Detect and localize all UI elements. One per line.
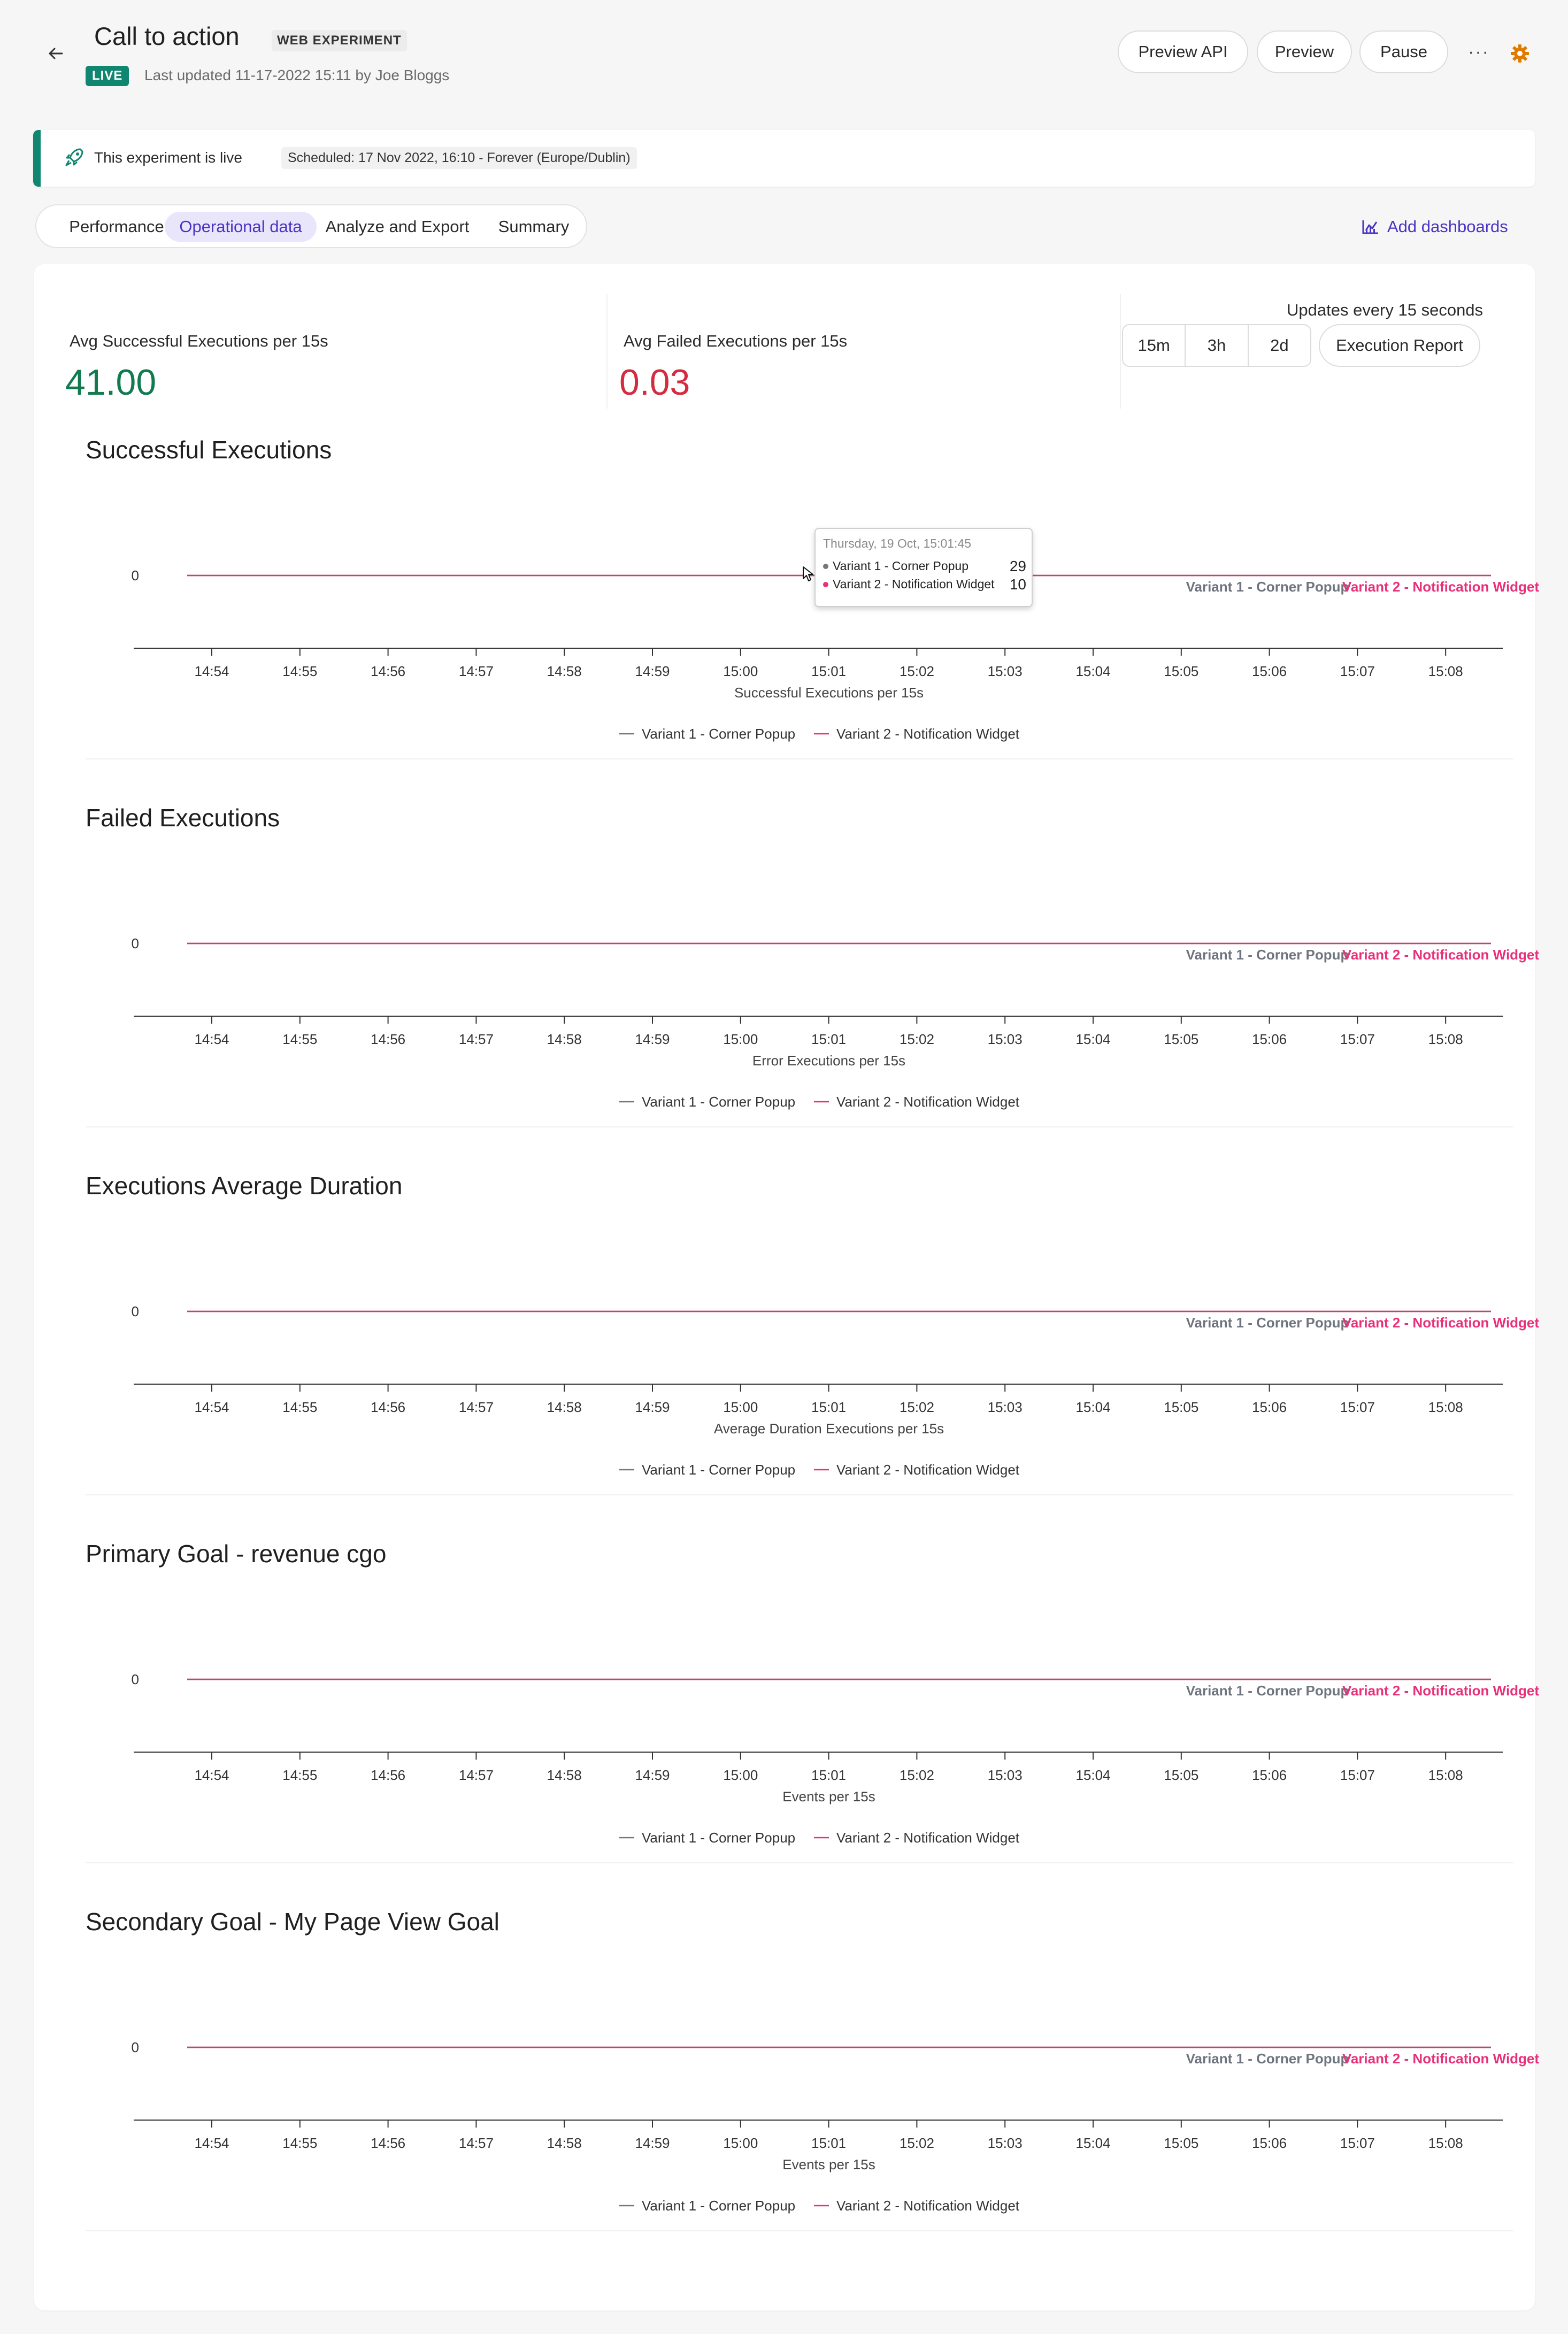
- x-tick-label: 14:56: [371, 1767, 406, 1783]
- tooltip-row: [823, 577, 1026, 592]
- x-tick-label: 15:03: [987, 2135, 1023, 2151]
- chart-svg: [86, 425, 1540, 759]
- x-tick-label: 15:06: [1252, 1031, 1287, 1047]
- avg-successful-metric: [61, 280, 617, 411]
- series-end-label: Variant 2 - Notification Widget: [1342, 2051, 1540, 2067]
- x-tick-label: 14:57: [458, 1767, 494, 1783]
- x-tick-label: 15:00: [723, 663, 758, 679]
- x-tick-label: 14:58: [547, 1399, 582, 1415]
- page-title: Call to action: [94, 22, 240, 50]
- series-end-label: Variant 2 - Notification Widget: [1342, 1683, 1540, 1699]
- rocket-icon: [64, 146, 86, 167]
- series-end-label: Variant 1 - Corner Popup: [1186, 2051, 1349, 2067]
- x-tick-label: 15:08: [1428, 663, 1463, 679]
- x-tick-label: 15:03: [987, 1031, 1023, 1047]
- legend-item: Variant 2 - Notification Widget: [836, 1462, 1019, 1478]
- x-tick-label: 15:01: [811, 663, 847, 679]
- x-tick-label: 15:04: [1075, 2135, 1111, 2151]
- x-tick-label: 15:03: [987, 1767, 1023, 1783]
- x-tick-label: 15:08: [1428, 1767, 1463, 1783]
- x-tick-label: 15:01: [811, 2135, 847, 2151]
- x-tick-label: 14:58: [547, 1031, 582, 1047]
- avg-failed-value: 0.03: [619, 362, 690, 403]
- x-tick-label: 15:07: [1340, 2135, 1375, 2151]
- mouse-pointer-icon: [802, 566, 814, 582]
- range-15m-button[interactable]: 15m: [1123, 325, 1186, 366]
- avg-failed-metric: [615, 280, 1150, 411]
- tab-bar: [35, 204, 587, 248]
- x-tick-label: 14:57: [458, 1031, 494, 1047]
- x-tick-label: 15:04: [1075, 1031, 1111, 1047]
- tooltip-title: Thursday, 19 Oct, 15:01:45: [823, 536, 972, 550]
- x-axis-title: Successful Executions per 15s: [734, 685, 924, 701]
- legend-item: Variant 1 - Corner Popup: [642, 1462, 796, 1478]
- x-tick-label: 14:57: [458, 2135, 494, 2151]
- time-range-selector: [1122, 324, 1311, 367]
- preview-api-button[interactable]: Preview API: [1118, 30, 1248, 73]
- tab-operational-data[interactable]: Operational data: [165, 212, 317, 242]
- chart-secondary-goal: [86, 1897, 1540, 2231]
- chart-tooltip: [814, 528, 1033, 607]
- series-end-label: Variant 2 - Notification Widget: [1342, 947, 1540, 963]
- legend-item: Variant 1 - Corner Popup: [642, 1094, 796, 1110]
- x-tick-label: 14:54: [194, 1399, 229, 1415]
- x-tick-label: 15:02: [899, 2135, 934, 2151]
- x-tick-label: 14:59: [635, 663, 670, 679]
- x-tick-label: 15:08: [1428, 2135, 1463, 2151]
- tooltip-series-label: Variant 1 - Corner Popup: [833, 559, 969, 573]
- experiment-type-badge: WEB EXPERIMENT: [272, 30, 407, 51]
- x-tick-label: 15:08: [1428, 1031, 1463, 1047]
- series-dot: [823, 582, 828, 587]
- x-tick-label: 14:56: [371, 1031, 406, 1047]
- x-tick-label: 14:55: [282, 1767, 318, 1783]
- tab-summary[interactable]: Summary: [498, 217, 570, 236]
- metric-divider: [606, 294, 608, 409]
- x-tick-label: 14:56: [371, 1399, 406, 1415]
- range-3h-button[interactable]: 3h: [1186, 325, 1248, 366]
- x-tick-label: 14:57: [458, 1399, 494, 1415]
- x-tick-label: 14:55: [282, 1031, 318, 1047]
- x-tick-label: 14:54: [194, 1767, 229, 1783]
- legend-item: Variant 2 - Notification Widget: [836, 2198, 1019, 2214]
- x-tick-label: 15:04: [1075, 1767, 1111, 1783]
- x-tick-label: 15:02: [899, 1399, 934, 1415]
- add-dashboards-label: Add dashboards: [1387, 217, 1508, 236]
- y-tick-label: 0: [131, 1671, 139, 1687]
- x-tick-label: 15:08: [1428, 1399, 1463, 1415]
- x-tick-label: 14:54: [194, 663, 229, 679]
- x-tick-label: 14:59: [635, 1767, 670, 1783]
- chart-svg: [86, 1529, 1540, 1863]
- x-tick-label: 15:05: [1164, 663, 1199, 679]
- series-end-label: Variant 1 - Corner Popup: [1186, 1683, 1349, 1699]
- x-tick-label: 15:01: [811, 1767, 847, 1783]
- tooltip-row: [823, 559, 1026, 573]
- tooltip-series-value: 29: [1009, 557, 1026, 574]
- x-tick-label: 14:55: [282, 1399, 318, 1415]
- x-tick-label: 14:57: [458, 663, 494, 679]
- live-status-badge: LIVE: [86, 66, 129, 86]
- legend-item: Variant 1 - Corner Popup: [642, 726, 796, 742]
- legend-item: Variant 2 - Notification Widget: [836, 1830, 1019, 1846]
- x-tick-label: 15:00: [723, 1031, 758, 1047]
- x-tick-label: 15:00: [723, 1767, 758, 1783]
- chart-svg: [86, 1897, 1540, 2231]
- last-updated-text: Last updated 11-17-2022 15:11 by Joe Bloggs: [144, 67, 450, 83]
- x-axis-title: Events per 15s: [782, 1788, 875, 1805]
- tooltip-series-value: 10: [1009, 575, 1026, 593]
- tab-analyze-and-export[interactable]: Analyze and Export: [325, 217, 470, 236]
- pause-button[interactable]: Pause: [1359, 30, 1448, 73]
- operational-data-panel: [34, 264, 1540, 2310]
- chart-executions-average-duration: [86, 1161, 1540, 1495]
- x-tick-label: 14:58: [547, 2135, 582, 2151]
- tab-performance[interactable]: Performance: [69, 217, 164, 236]
- chart-title: Executions Average Duration: [86, 1172, 403, 1200]
- range-2d-button[interactable]: 2d: [1270, 336, 1289, 355]
- chart-primary-goal: [86, 1529, 1540, 1863]
- schedule-tag: Scheduled: 17 Nov 2022, 16:10 - Forever (Europe/Dublin): [281, 147, 637, 169]
- more-options-icon[interactable]: ···: [1468, 41, 1489, 62]
- avg-failed-label: Avg Failed Executions per 15s: [624, 332, 848, 350]
- series-end-label: Variant 1 - Corner Popup: [1186, 1315, 1349, 1331]
- chart-title: Successful Executions: [86, 436, 332, 464]
- chart-svg: [86, 1161, 1540, 1495]
- x-tick-label: 15:00: [723, 1399, 758, 1415]
- y-tick-label: 0: [131, 1303, 139, 1319]
- x-tick-label: 15:02: [899, 1031, 934, 1047]
- chart-svg: [86, 793, 1540, 1127]
- x-tick-label: 15:06: [1252, 2135, 1287, 2151]
- x-tick-label: 14:55: [282, 663, 318, 679]
- chart-failed-executions: [86, 793, 1540, 1127]
- add-dashboards-link[interactable]: [1362, 215, 1508, 239]
- x-tick-label: 15:04: [1075, 1399, 1111, 1415]
- preview-button[interactable]: Preview: [1257, 30, 1352, 73]
- x-tick-label: 14:54: [194, 2135, 229, 2151]
- execution-report-button[interactable]: Execution Report: [1319, 324, 1480, 367]
- series-end-label: Variant 1 - Corner Popup: [1186, 947, 1349, 963]
- avg-successful-value: 41.00: [65, 362, 157, 403]
- x-tick-label: 14:59: [635, 1031, 670, 1047]
- metric-divider: [1120, 294, 1121, 409]
- x-tick-label: 15:03: [987, 1399, 1023, 1415]
- x-axis-title: Error Executions per 15s: [752, 1053, 906, 1069]
- y-tick-label: 0: [131, 2039, 139, 2055]
- tooltip-series-label: Variant 2 - Notification Widget: [833, 577, 995, 591]
- x-tick-label: 14:58: [547, 663, 582, 679]
- x-tick-label: 15:07: [1340, 1399, 1375, 1415]
- chart-title: Failed Executions: [86, 804, 280, 832]
- series-end-label: Variant 2 - Notification Widget: [1342, 579, 1540, 595]
- x-tick-label: 15:05: [1164, 1767, 1199, 1783]
- legend-item: Variant 1 - Corner Popup: [642, 2198, 796, 2214]
- chart-title: Primary Goal - revenue cgo: [86, 1540, 387, 1568]
- live-message: This experiment is live: [94, 149, 242, 166]
- x-tick-label: 14:59: [635, 1399, 670, 1415]
- gear-icon[interactable]: [1509, 43, 1531, 64]
- x-tick-label: 15:04: [1075, 663, 1111, 679]
- avg-successful-label: Avg Successful Executions per 15s: [70, 332, 328, 350]
- x-tick-label: 15:02: [899, 663, 934, 679]
- series-dot: [823, 564, 828, 569]
- x-tick-label: 15:05: [1164, 1031, 1199, 1047]
- x-tick-label: 15:07: [1340, 1767, 1375, 1783]
- x-tick-label: 15:07: [1340, 663, 1375, 679]
- x-tick-label: 15:05: [1164, 2135, 1199, 2151]
- chart-successful-executions: [86, 425, 1540, 759]
- x-tick-label: 14:55: [282, 2135, 318, 2151]
- x-axis-title: Events per 15s: [782, 2156, 875, 2172]
- x-tick-label: 15:02: [899, 1767, 934, 1783]
- x-axis-title: Average Duration Executions per 15s: [713, 1421, 944, 1437]
- arrow-left-icon: [48, 47, 63, 60]
- x-tick-label: 15:06: [1252, 1399, 1287, 1415]
- back-button[interactable]: [44, 42, 67, 65]
- legend-item: Variant 2 - Notification Widget: [836, 1094, 1019, 1110]
- y-tick-label: 0: [131, 567, 139, 584]
- live-banner: [33, 130, 1535, 187]
- x-tick-label: 15:00: [723, 2135, 758, 2151]
- x-tick-label: 15:07: [1340, 1031, 1375, 1047]
- x-tick-label: 15:01: [811, 1399, 847, 1415]
- chart-title: Secondary Goal - My Page View Goal: [86, 1908, 499, 1936]
- x-tick-label: 14:59: [635, 2135, 670, 2151]
- x-tick-label: 15:05: [1164, 1399, 1199, 1415]
- x-tick-label: 14:54: [194, 1031, 229, 1047]
- series-end-label: Variant 1 - Corner Popup: [1186, 579, 1349, 595]
- legend-item: Variant 1 - Corner Popup: [642, 1830, 796, 1846]
- legend-item: Variant 2 - Notification Widget: [836, 726, 1019, 742]
- updates-note: Updates every 15 seconds: [1287, 301, 1484, 319]
- x-tick-label: 15:06: [1252, 663, 1287, 679]
- x-tick-label: 14:56: [371, 663, 406, 679]
- x-tick-label: 15:03: [987, 663, 1023, 679]
- chart-icon: [1362, 219, 1380, 235]
- x-tick-label: 15:01: [811, 1031, 847, 1047]
- x-tick-label: 15:06: [1252, 1767, 1287, 1783]
- x-tick-label: 14:56: [371, 2135, 406, 2151]
- series-end-label: Variant 2 - Notification Widget: [1342, 1315, 1540, 1331]
- y-tick-label: 0: [131, 935, 139, 951]
- x-tick-label: 14:58: [547, 1767, 582, 1783]
